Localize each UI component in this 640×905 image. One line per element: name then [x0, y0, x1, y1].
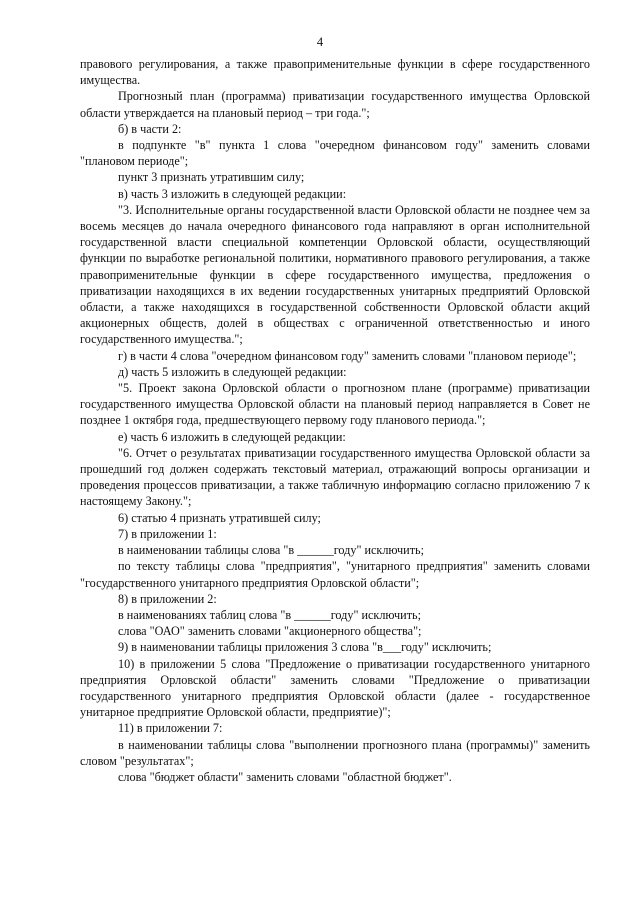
paragraph: е) часть 6 изложить в следующей редакции: [118, 429, 346, 444]
paragraph: в подпункте "в" пункта 1 слова "очередном финансовом году" заменить словами "плановом периоде"; [80, 138, 590, 169]
document-body [80, 56, 590, 785]
paragraph: слова "ОАО" заменить словами "акционерного общества"; [118, 624, 422, 639]
paragraph: Прогнозный план (программа) приватизации государственного имущества Орловской области утверждается на плановый период – три года."; [80, 89, 590, 120]
paragraph: г) в части 4 слова "очередном финансовом году" заменить словами "плановом периоде"; [118, 348, 577, 363]
paragraph: "5. Проект закона Орловской области о прогнозном плане (программе) приватизации государственного имущества Орловской области на плановый период направляется в Совет не позднее 1 октября года, предшествующего первому году планового периода."; [80, 381, 590, 428]
paragraph: д) часть 5 изложить в следующей редакции: [118, 364, 347, 379]
paragraph: слова "бюджет области" заменить словами "областной бюджет". [118, 769, 452, 784]
paragraph: в наименованиях таблиц слова "в ______году" исключить; [118, 607, 421, 622]
paragraph: 7) в приложении 1: [118, 526, 217, 541]
paragraph: 8) в приложении 2: [118, 591, 217, 606]
paragraph: 6) статью 4 признать утратившей силу; [118, 510, 321, 525]
paragraph: в наименовании таблицы слова "выполнении прогнозного плана (программы)" заменить словом "результатах"; [80, 737, 590, 768]
paragraph: пункт 3 признать утратившим силу; [118, 170, 305, 185]
paragraph: по тексту таблицы слова "предприятия", "унитарного предприятия" заменить словами "государственного унитарного предприятия Орловской области"; [80, 559, 590, 590]
paragraph: в) часть 3 изложить в следующей редакции: [118, 186, 347, 201]
paragraph: 9) в наименовании таблицы приложения 3 слова "в___году" исключить; [118, 640, 492, 655]
paragraph: б) в части 2: [118, 121, 182, 136]
paragraph: в наименовании таблицы слова "в ______году" исключить; [118, 543, 424, 558]
paragraph: правового регулирования, а также правоприменительные функции в сфере государственного имущества. [80, 57, 590, 88]
paragraph: "6. Отчет о результатах приватизации государственного имущества Орловской области за прошедший год должен содержать текстовый материал, отражающий вопросы организации и проведения процессов приватизации, а также табличную информацию согласно приложению 7 к настоящему Закону."; [80, 445, 590, 509]
paragraph: 11) в приложении 7: [118, 721, 223, 736]
page-number: 4 [316, 35, 324, 49]
paragraph: 10) в приложении 5 слова "Предложение о приватизации государственного унитарного предприятия Орловской области" заменить словами "Предложение о приватизации государственного унитарного предприятия Орловской области (далее - государственное унитарное предприятие Орловской области, предприятие)"; [80, 656, 590, 720]
paragraph: "3. Исполнительные органы государственной власти Орловской области не позднее чем за восемь месяцев до начала очередного финансового года направляют в орган исполнительной государственной власти специальной компетенции Орловской области, осуществляющий функции по выработке региональной политики, нормативного правового регулирования, а также правоприменительные функции в сфере государственного имущества, предложения о приватизации находящихся в их ведении государственных унитарных предприятий Орловской области, а также находящихся в государственной собственности Орловской области акций акционерных обществ, долей в обществах с ограниченной ответственностью и иного государственного имущества."; [80, 202, 590, 347]
